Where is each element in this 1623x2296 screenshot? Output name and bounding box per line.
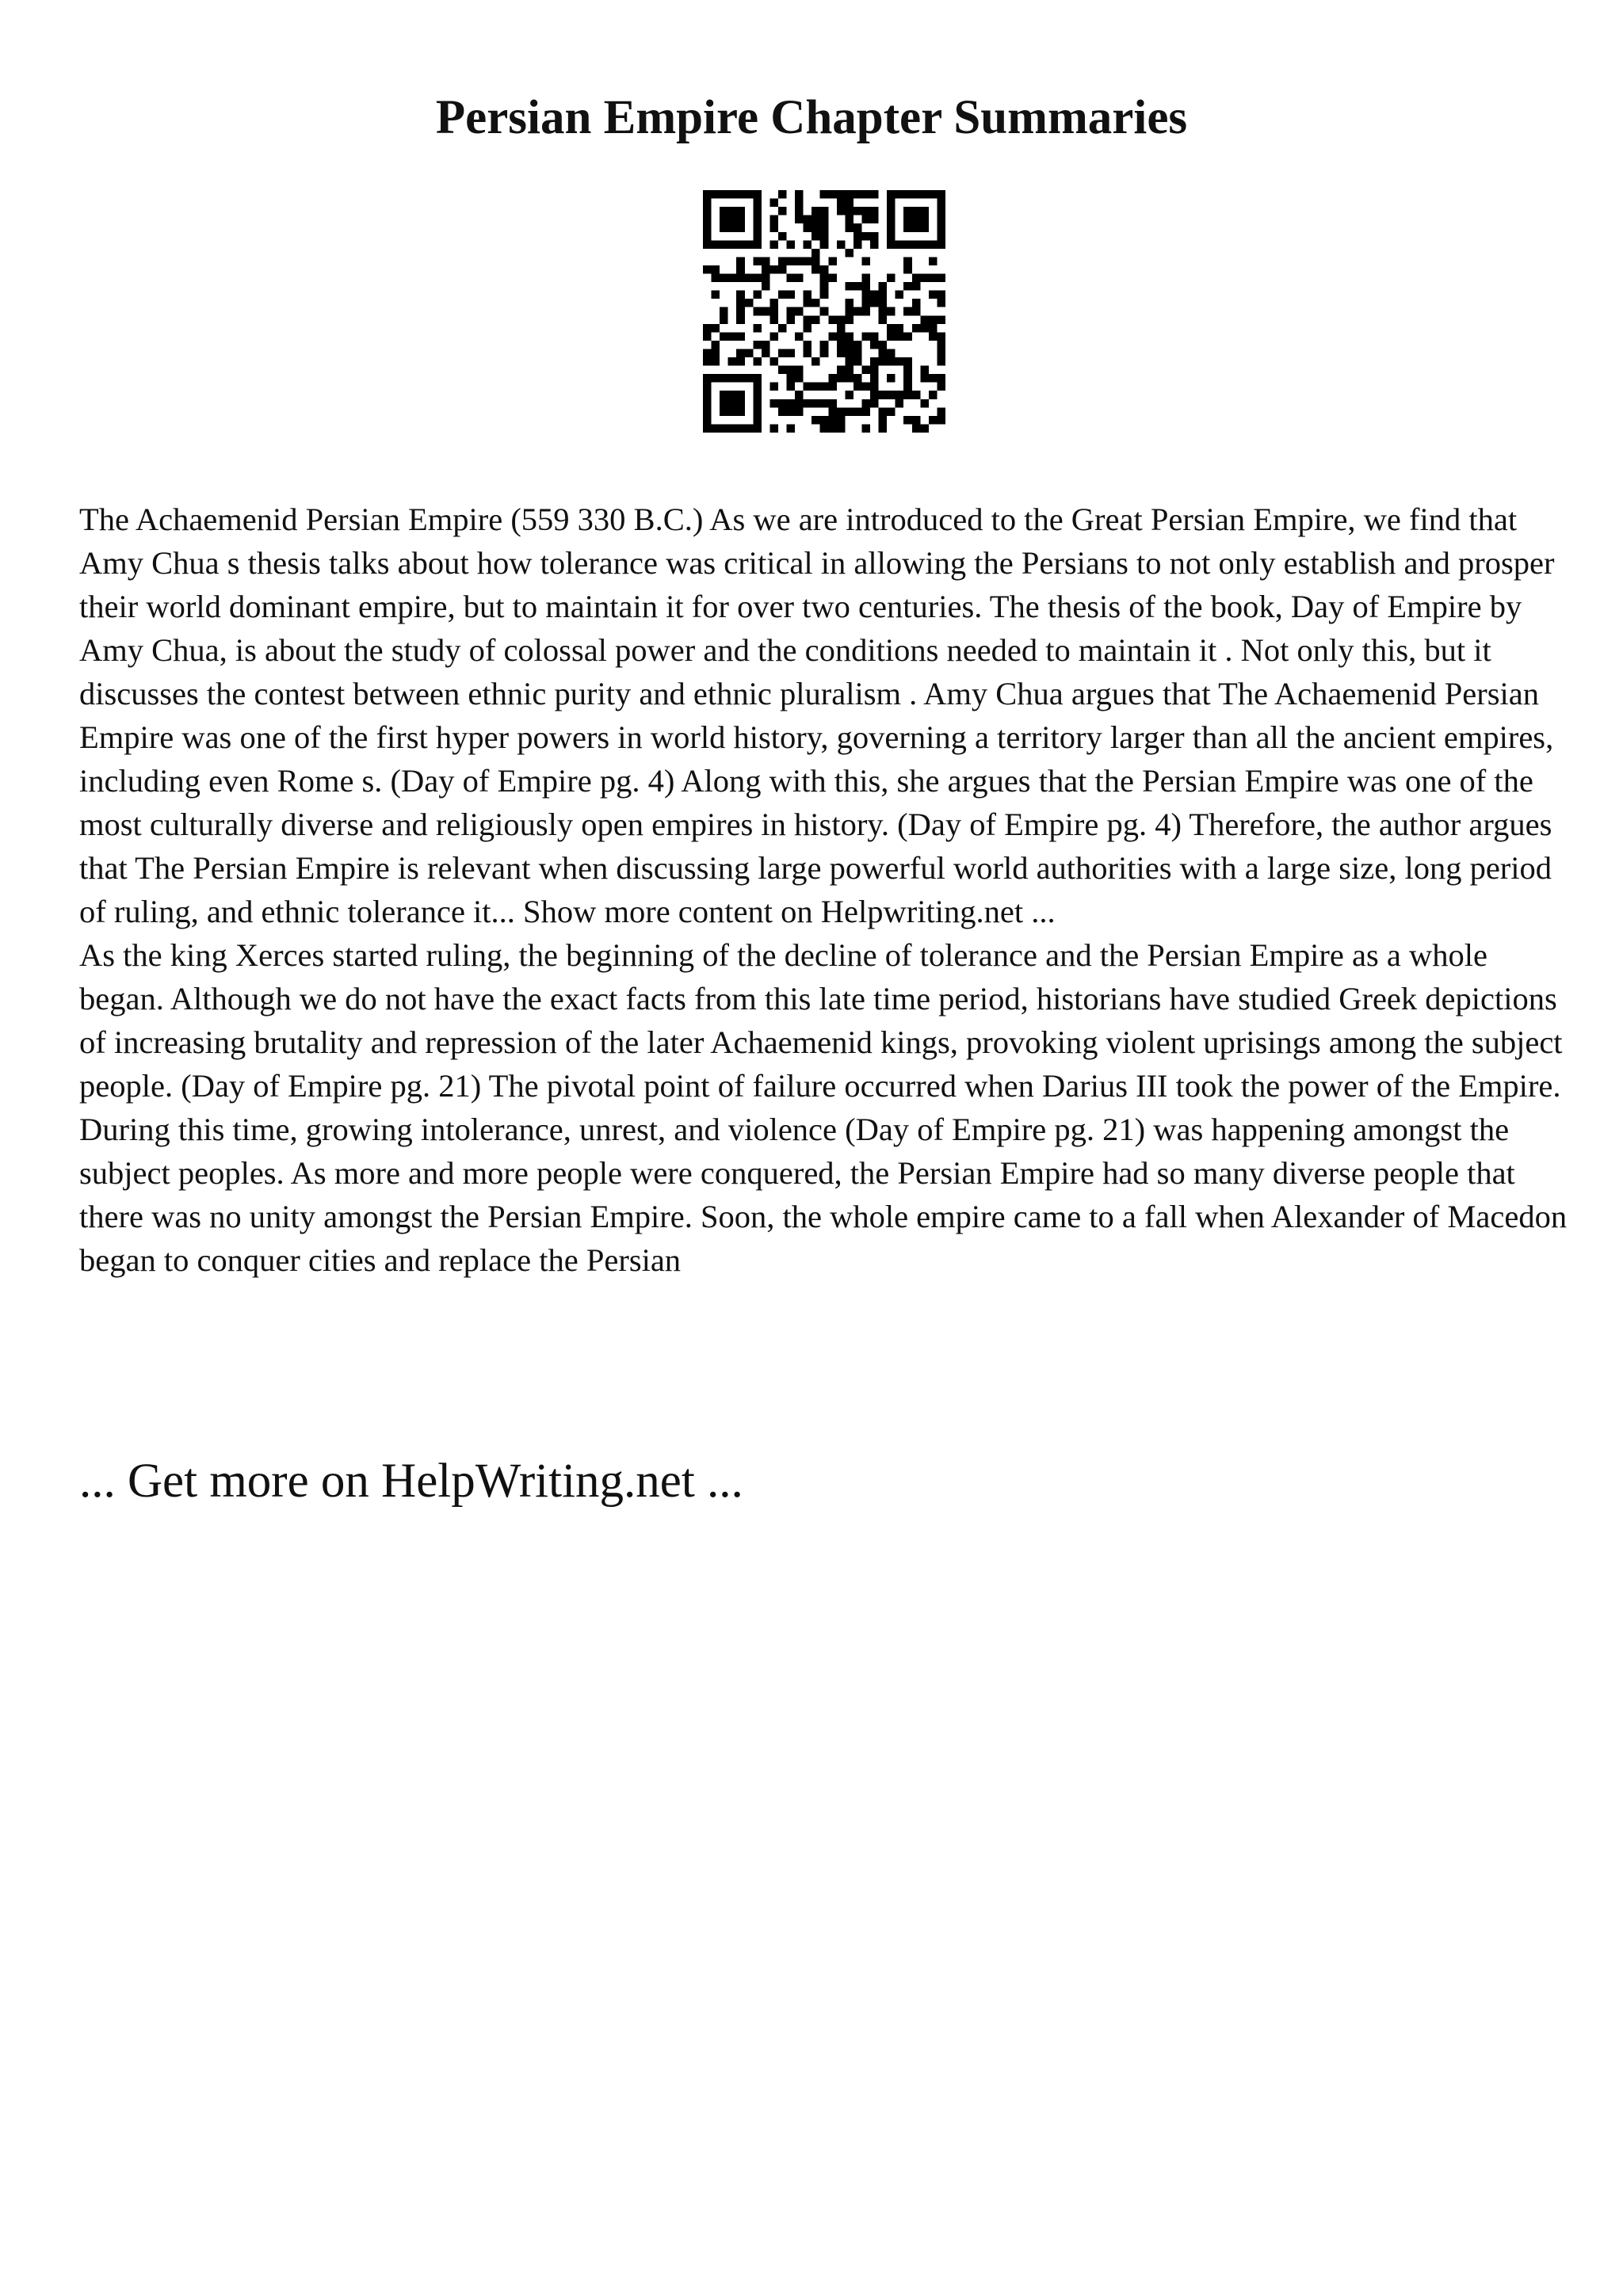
page-title: Persian Empire Chapter Summaries — [435, 91, 1188, 144]
qr-code-icon — [703, 190, 945, 433]
paragraph-intro: The Achaemenid Persian Empire (559 330 B.C.) As we are introduced to the Great Persian Empire, we find that Amy Chua s thesis talks about how tolerance was critical in allowing the Persians to not only establish and prosper their world dominant empire, but to maintain it for over two centuries. The thesis of the book, Day of Empire by Amy Chua, is about the study of colossal power and the conditions needed to maintain it . Not only this, but it discusses the contest between ethnic purity and ethnic pluralism . Amy Chua argues that The Achaemenid Persian Empire was one of the first hyper powers in world history, governing a territory larger than all the ancient empires, including even Rome s. (Day of Empire pg. 4) Along with this, she argues that the Persian Empire was one of the most culturally diverse and religiously open empires in history. (Day of Empire pg. 4) Therefore, the author argues that The Persian Empire is relevant when discussing large powerful world authorities with a large size, long period of ruling, and ethnic tolerance it... Show more content on Helpwriting.net ... — [79, 502, 1555, 929]
get-more-link[interactable]: ... Get more on HelpWriting.net ... — [79, 1455, 743, 1508]
article-body — [79, 498, 1569, 1282]
paragraph-decline: As the king Xerces started ruling, the beginning of the decline of tolerance and the Persian Empire as a whole began. Although we do not have the exact facts from this late time period, historians have studied Greek depictions of increasing brutality and repression of the later Achaemenid kings, provoking violent uprisings among the subject people. (Day of Empire pg. 21) The pivotal point of failure occurred when Darius III took the power of the Empire. During this time, growing intolerance, unrest, and violence (Day of Empire pg. 21) was happening amongst the subject peoples. As more and more people were conquered, the Persian Empire had so many diverse people that there was no unity amongst the Persian Empire. Soon, the whole empire came to a fall when Alexander of Macedon began to conquer cities and replace the Persian — [79, 937, 1568, 1278]
